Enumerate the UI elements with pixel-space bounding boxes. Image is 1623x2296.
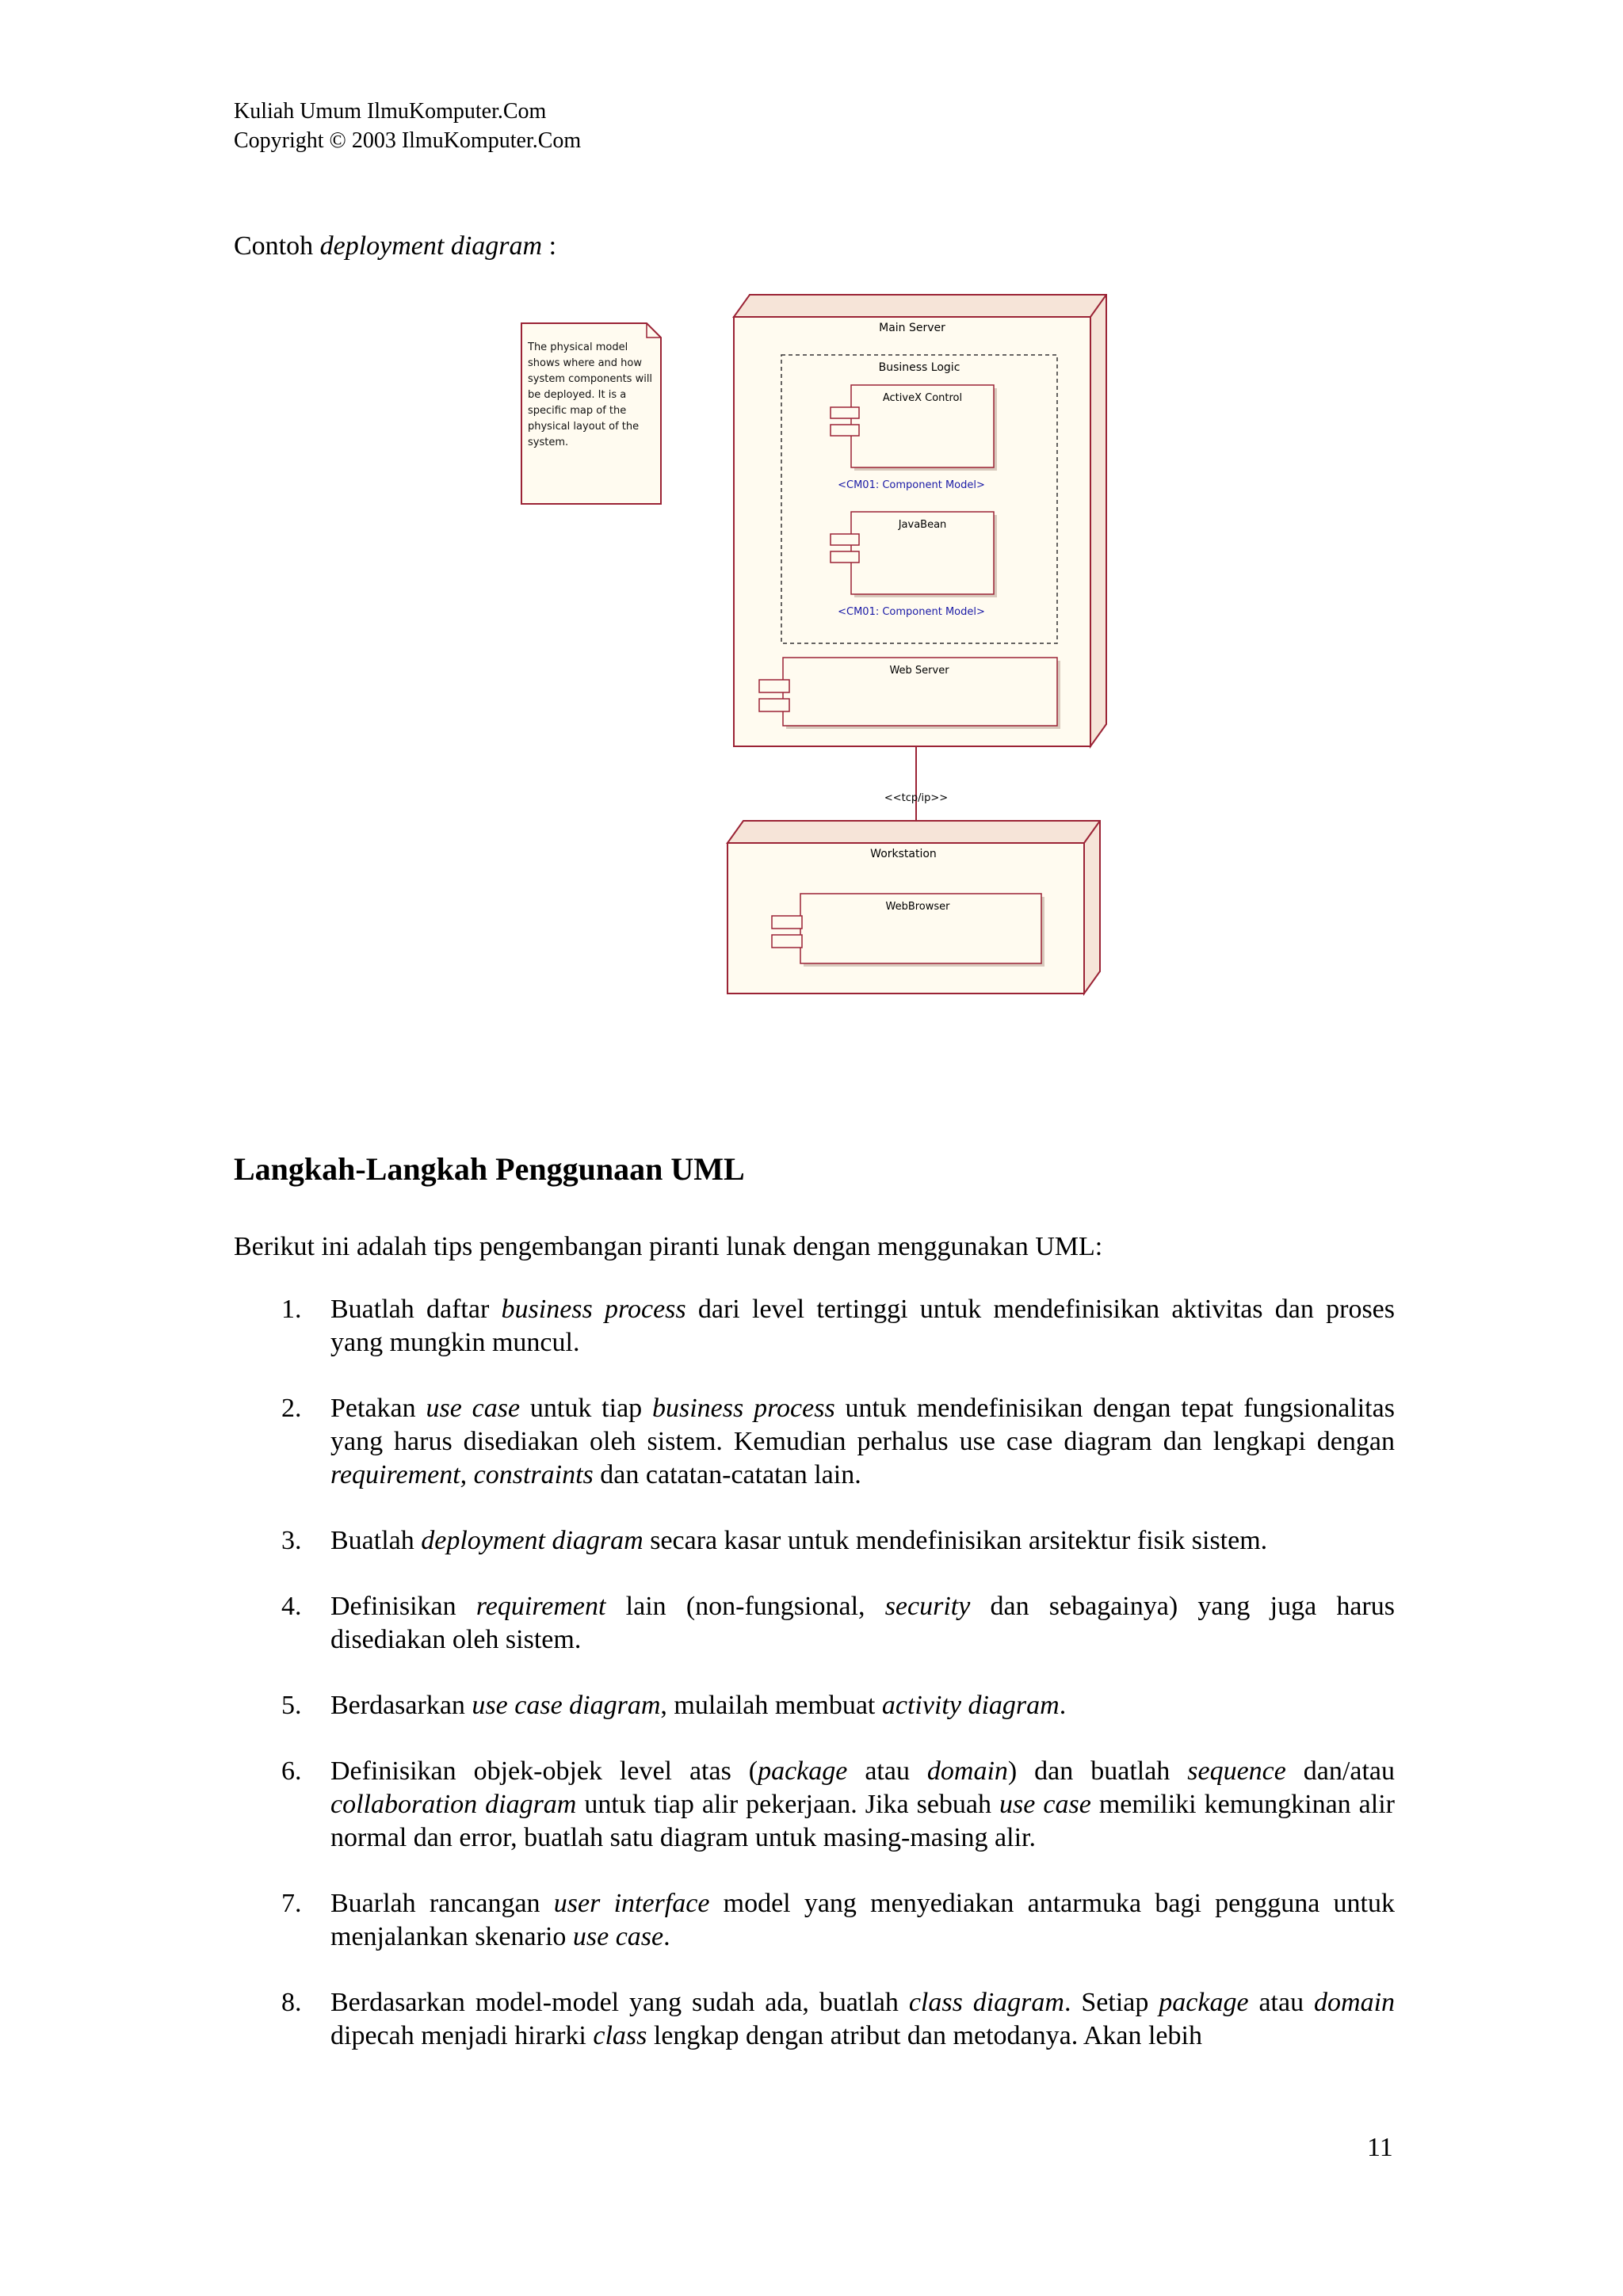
list-item	[234, 1689, 1395, 1722]
italic-term: use case diagram	[472, 1691, 661, 1720]
italic-term: domain	[1314, 1988, 1396, 2017]
list-item-number: 7.	[281, 1889, 302, 1918]
list-item-text: atau	[847, 1756, 927, 1786]
list-item-text: untuk tiap alir pekerjaan. Jika sebuah	[576, 1790, 1000, 1819]
list-item-text: .	[1059, 1691, 1067, 1720]
list-item-text: Buatlah	[330, 1526, 422, 1555]
italic-term: activity diagram	[881, 1691, 1060, 1720]
list-item-text: Buatlah daftar	[330, 1295, 502, 1324]
note-line: The physical model	[528, 341, 628, 353]
deployment-diagram	[507, 285, 1141, 998]
list-item-text: Berdasarkan	[330, 1691, 472, 1720]
intro-italic: deployment diagram	[319, 231, 543, 261]
list-item-number: 8.	[281, 1988, 302, 2017]
list-item-number: 5.	[281, 1691, 302, 1720]
list-item-text: .	[663, 1922, 670, 1951]
list-item-text: Petakan	[330, 1394, 426, 1423]
main-server-label: Main Server	[879, 322, 945, 334]
list-item	[234, 1392, 1395, 1492]
list-item-text: . Setiap	[1064, 1988, 1159, 2017]
list-item	[234, 1524, 1395, 1558]
web-browser-label: WebBrowser	[885, 901, 950, 913]
italic-term: requirement	[475, 1592, 606, 1621]
intro-prefix: Contoh	[234, 231, 320, 261]
list-item-text: untuk tiap	[520, 1394, 652, 1423]
italic-term: sequence	[1187, 1756, 1286, 1786]
italic-term: use case	[426, 1394, 521, 1423]
list-item-number: 4.	[281, 1592, 302, 1621]
italic-term: package	[758, 1756, 848, 1786]
list-item	[234, 1986, 1395, 2053]
activex-label: ActiveX Control	[882, 392, 963, 404]
italic-term: business process	[501, 1295, 686, 1324]
list-item-number: 2.	[281, 1394, 302, 1423]
italic-term: use case	[572, 1922, 664, 1951]
main-server-node	[734, 295, 1106, 746]
lead-paragraph: Berikut ini adalah tips pengembangan piranti lunak dengan menggunakan UML:	[234, 1232, 1103, 1261]
list-item-text: , mulailah membuat	[660, 1691, 882, 1720]
list-item-number: 1.	[281, 1295, 302, 1324]
list-item	[234, 1755, 1395, 1855]
list-item	[234, 1293, 1395, 1360]
list-item	[234, 1887, 1395, 1954]
note-line: system components will	[528, 373, 653, 385]
note-line: physical layout of the	[528, 421, 640, 433]
list-item-text: Buarlah rancangan	[330, 1889, 554, 1918]
intro-line	[234, 231, 556, 261]
italic-term: deployment diagram	[421, 1526, 643, 1555]
tcp-ip-label: <<tcp/ip>>	[884, 792, 949, 804]
workstation-node	[727, 821, 1100, 994]
note-line: specific map of the	[528, 405, 627, 417]
italic-term: collaboration diagram	[330, 1790, 577, 1819]
web-server-label: Web Server	[889, 665, 949, 677]
component-stereotype: <CM01: Component Model>	[838, 606, 985, 618]
list-item-text: secara kasar untuk mendefinisikan arsitektur fisik sistem.	[643, 1526, 1268, 1555]
workstation-label: Workstation	[870, 848, 937, 860]
list-item-text: dan catatan-catatan lain.	[593, 1460, 861, 1489]
note-line: system.	[528, 437, 569, 448]
steps-list	[234, 1293, 1395, 2085]
italic-term: requirement, constraints	[330, 1460, 594, 1489]
list-item-text: model yang menyediakan antarmuka bagi pengguna untuk menjalankan skenario	[330, 1889, 1395, 1951]
note-line: be deployed. It is a	[528, 389, 627, 401]
list-item-number: 6.	[281, 1756, 302, 1786]
javabean-label: JavaBean	[898, 519, 947, 531]
italic-term: domain	[926, 1756, 1008, 1786]
list-item-text: Definisikan	[330, 1592, 476, 1621]
list-item-text: dipecah menjadi hirarki	[330, 2021, 594, 2050]
diagram-note	[521, 323, 661, 504]
web-browser-component	[772, 894, 1044, 967]
section-title: Langkah-Langkah Penggunaan UML	[234, 1151, 745, 1187]
page-header	[234, 97, 581, 155]
list-item-text: lain (non-fungsional,	[605, 1592, 885, 1621]
italic-term: business process	[652, 1394, 835, 1423]
note-line: shows where and how	[528, 357, 642, 369]
activex-component	[831, 385, 997, 471]
italic-term: user interface	[553, 1889, 710, 1918]
list-item-text: ) dan buatlah	[1007, 1756, 1188, 1786]
javabean-component	[831, 512, 997, 597]
header-line-1: Kuliah Umum IlmuKomputer.Com	[234, 99, 547, 124]
italic-term: class	[593, 2021, 647, 2050]
list-item-text: dan/atau	[1285, 1756, 1395, 1786]
italic-term: use case	[999, 1790, 1091, 1819]
list-item-text: untuk mendefinisikan dengan tepat fungsionalitas yang harus disediakan oleh sistem. Kemudian perhalus use case diagram dan lengkapi dengan	[330, 1394, 1395, 1456]
list-item-text: dan sebagainya) yang juga harus disediakan oleh sistem.	[330, 1592, 1395, 1654]
header-line-2: Copyright © 2003 IlmuKomputer.Com	[234, 128, 582, 153]
list-item-text: Definisikan objek-objek level atas (	[330, 1756, 758, 1786]
italic-term: security	[884, 1592, 971, 1621]
page-number: 11	[1367, 2133, 1393, 2162]
list-item-text: memiliki kemungkinan alir normal dan error, buatlah satu diagram untuk masing-masing alir.	[330, 1790, 1395, 1852]
list-item-text: atau	[1248, 1988, 1315, 2017]
business-logic-label: Business Logic	[878, 361, 960, 374]
intro-suffix: :	[542, 231, 557, 261]
component-stereotype: <CM01: Component Model>	[838, 479, 985, 491]
web-server-component	[759, 658, 1060, 729]
list-item-text: dari level tertinggi untuk mendefinisikan aktivitas dan proses yang mungkin muncul.	[330, 1295, 1395, 1357]
list-item	[234, 1590, 1395, 1657]
list-item-number: 3.	[281, 1526, 302, 1555]
list-item-text: lengkap dengan atribut dan metodanya. Akan lebih	[647, 2021, 1202, 2050]
italic-term: package	[1159, 1988, 1249, 2017]
list-item-text: Berdasarkan model-model yang sudah ada, buatlah	[330, 1988, 909, 2017]
italic-term: class diagram	[908, 1988, 1064, 2017]
